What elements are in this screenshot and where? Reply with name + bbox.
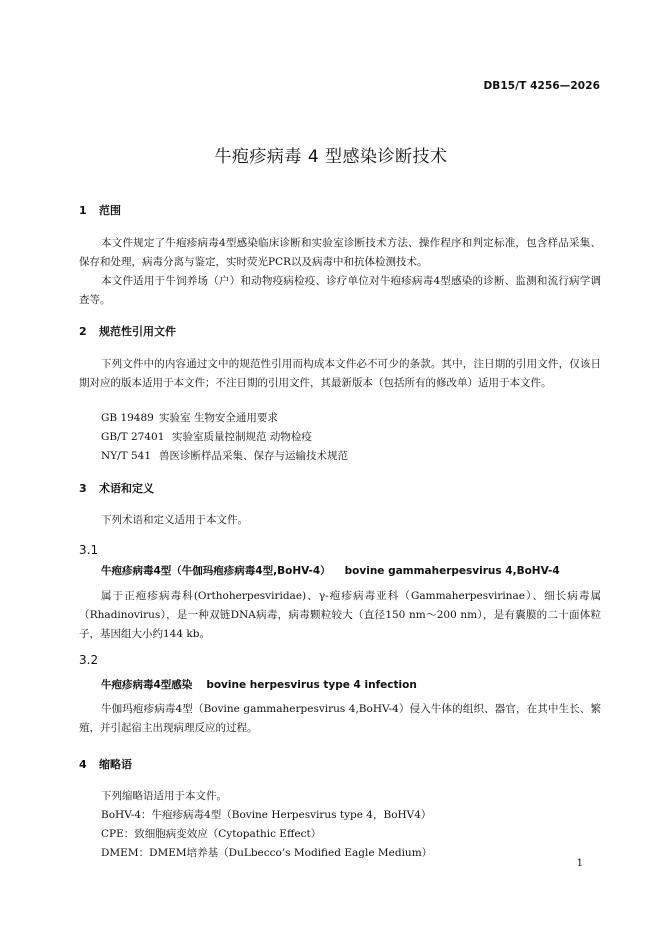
reference-title: 实验室 生物安全通用要求 <box>159 412 278 424</box>
reference-title: 实验室质量控制规范 动物检疫 <box>172 431 312 443</box>
term-definition: 属于正疱疹病毒科(Orthoherpesviridae)、γ-疱疹病毒亚科（Gammaherpesvirinae）、细长病毒属（Rhadinovirus），是一种双链DNA病毒，病毒颗粒较大（直径150 nm～200 nm），是有囊膜的二十面体粒子，基因组大小约144 kb。 <box>79 590 601 640</box>
abbreviation-item: BoHV-4：牛疱疹病毒4型（Bovine Herpesvirus type 4，BoHV4） <box>101 809 432 821</box>
terms-intro: 下列术语和定义适用于本文件。 <box>101 514 248 526</box>
reference-item <box>101 448 348 463</box>
standard-code: DB15/T 4256—2026 <box>483 80 600 92</box>
section-title: 范围 <box>99 204 121 217</box>
reference-item <box>101 429 312 444</box>
section-heading-abbreviations <box>79 756 132 772</box>
abbreviations-intro: 下列缩略语适用于本文件。 <box>101 790 227 802</box>
section-heading-terms <box>79 480 154 496</box>
term-definition: 牛伽玛疱疹病毒4型（Bovine gammaherpesvirus 4,BoHV-4）侵入牛体的组织、器官，在其中生长、繁殖，并引起宿主出现病理反应的过程。 <box>79 703 601 734</box>
section-number: 1 <box>79 204 87 217</box>
term-english: bovine herpesvirus type 4 infection <box>206 679 417 691</box>
term-heading <box>101 563 560 578</box>
scope-paragraph-2: 本文件适用于牛饲养场（户）和动物疫病检疫、诊疗单位对牛疱疹病毒4型感染的诊断、监测和流行病学调查等。 <box>79 275 601 306</box>
term-english: bovine gammaherpesvirus 4,BoHV-4 <box>344 565 560 577</box>
section-title: 缩略语 <box>99 758 132 771</box>
reference-code: GB/T 27401 <box>101 431 165 443</box>
section-number: 3 <box>79 482 87 495</box>
term-number: 3.1 <box>79 543 99 557</box>
reference-title: 兽医诊断样品采集、保存与运输技术规范 <box>159 450 348 462</box>
term-chinese: 牛疱疹病毒4型感染 <box>101 679 193 691</box>
section-heading-normative <box>79 323 176 339</box>
reference-item <box>101 410 278 425</box>
reference-code: NY/T 541 <box>101 450 152 462</box>
term-heading <box>101 677 417 692</box>
scope-paragraph-1: 本文件规定了牛疱疹病毒4型感染临床诊断和实验室诊断技术方法、操作程序和判定标准，包含样品采集、保存和处理，病毒分离与鉴定，实时荧光PCR以及病毒中和抗体检测技术。 <box>79 237 601 268</box>
abbreviation-item: DMEM：DMEM培养基（DuLbecco’s Modified Eagle Medium） <box>101 847 433 859</box>
section-title: 规范性引用文件 <box>99 325 176 338</box>
normative-paragraph: 下列文件中的内容通过文中的规范性引用而构成本文件必不可少的条款。其中，注日期的引用文件，仅该日期对应的版本适用于本文件；不注日期的引用文件，其最新版本（包括所有的修改单）适用于本文件。 <box>79 358 601 389</box>
section-title: 术语和定义 <box>99 482 154 495</box>
section-heading-scope <box>79 202 121 218</box>
term-number: 3.2 <box>79 653 99 667</box>
reference-code: GB 19489 <box>101 412 154 424</box>
section-number: 4 <box>79 758 87 771</box>
abbreviation-item: CPE：致细胞病变效应（Cytopathic Effect） <box>101 828 322 840</box>
page-number: 1 <box>576 858 583 869</box>
section-number: 2 <box>79 325 87 338</box>
document-title: 牛疱疹病毒 4 型感染诊断技术 <box>214 147 448 167</box>
term-chinese: 牛疱疹病毒4型（牛伽玛疱疹病毒4型,BoHV-4） <box>101 565 331 577</box>
